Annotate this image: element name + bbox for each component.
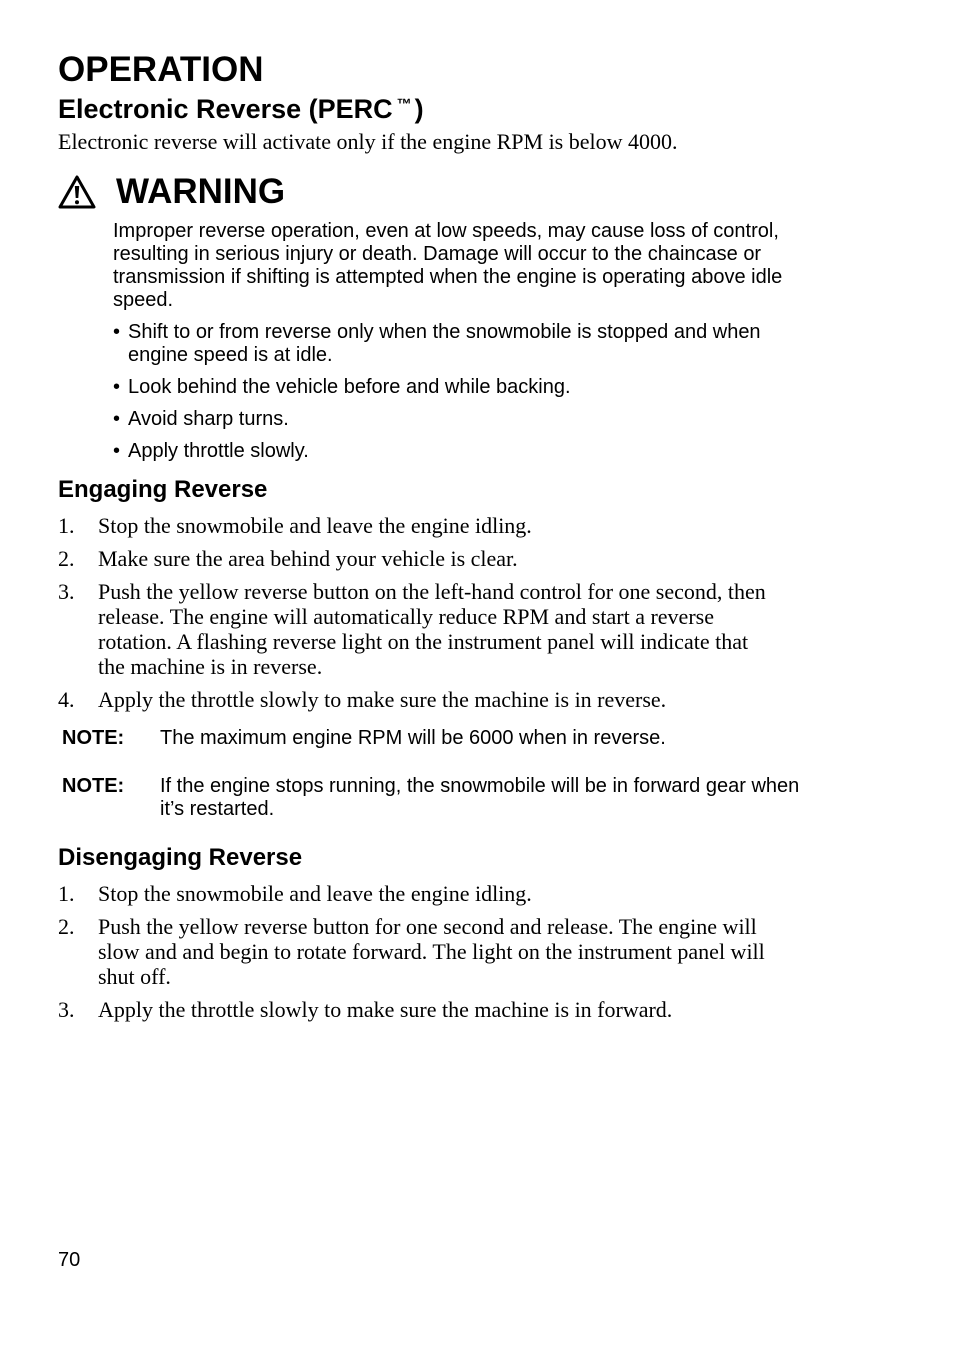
warning-bullet: • Avoid sharp turns.	[113, 408, 793, 431]
step-text: Stop the snowmobile and leave the engine idling.	[98, 513, 532, 538]
list-item	[58, 513, 778, 538]
note-label: NOTE:	[62, 727, 125, 749]
page-number: 70	[58, 1249, 81, 1271]
list-item	[58, 997, 778, 1022]
disengaging-reverse-heading: Disengaging Reverse	[58, 844, 303, 871]
list-item	[58, 546, 778, 571]
step-text: Push the yellow reverse button on the left-hand control for one second, then release. The engine will automatically reduce RPM and start a reverse rotation. A flashing reverse light on the instrument panel will indicate that the machine is in reverse.	[98, 579, 766, 679]
note-rpm	[62, 727, 802, 750]
step-text: Make sure the area behind your vehicle is clear.	[98, 546, 518, 571]
step-number: 2.	[58, 914, 75, 939]
intro-paragraph: Electronic reverse will activate only if the engine RPM is below 4000.	[58, 129, 678, 154]
warning-text: Improper reverse operation, even at low speeds, may cause loss of control, resulting in serious injury or death. Damage will occur to the chaincase or transmission if shifting is attempted when the engine is operating above idle speed.	[113, 220, 783, 311]
section-title	[58, 88, 424, 126]
section-title-text: Electronic Reverse (PERC	[58, 94, 393, 124]
step-text: Apply the throttle slowly to make sure the machine is in reverse.	[98, 687, 667, 712]
warning-bullet: • Shift to or from reverse only when the snowmobile is stopped and when engine speed is at idle.	[113, 321, 793, 367]
note-text: The maximum engine RPM will be 6000 when in reverse.	[160, 727, 666, 749]
step-text: Push the yellow reverse button for one second and release. The engine will slow and and begin to rotate forward. The light on the instrument panel will shut off.	[98, 914, 765, 989]
list-item	[58, 881, 778, 906]
warning-bullet: • Look behind the vehicle before and while backing.	[113, 376, 793, 399]
trademark-symbol: ™	[396, 96, 412, 113]
engaging-reverse-heading: Engaging Reverse	[58, 476, 268, 503]
step-number: 1.	[58, 881, 75, 906]
step-number: 3.	[58, 579, 75, 604]
list-item	[58, 579, 778, 679]
warning-title: WARNING	[116, 172, 286, 211]
step-number: 3.	[58, 997, 75, 1022]
note-restart	[62, 775, 802, 821]
note-label: NOTE:	[62, 775, 125, 797]
engaging-steps-list	[58, 513, 778, 720]
step-text: Stop the snowmobile and leave the engine idling.	[98, 881, 532, 906]
list-item	[58, 914, 778, 989]
step-number: 1.	[58, 513, 75, 538]
warning-triangle-icon	[58, 175, 96, 209]
step-text: Apply the throttle slowly to make sure the machine is in forward.	[98, 997, 673, 1022]
page-title: OPERATION	[58, 50, 264, 89]
list-item	[58, 687, 778, 712]
note-text: If the engine stops running, the snowmobile will be in forward gear when it’s restarted.	[160, 775, 800, 820]
step-number: 4.	[58, 687, 75, 712]
step-number: 2.	[58, 546, 75, 571]
section-title-close: )	[414, 94, 424, 124]
warning-bullet: • Apply throttle slowly.	[113, 440, 793, 463]
disengaging-steps-list	[58, 881, 778, 1030]
warning-body	[113, 220, 793, 472]
warning-header	[58, 170, 285, 214]
